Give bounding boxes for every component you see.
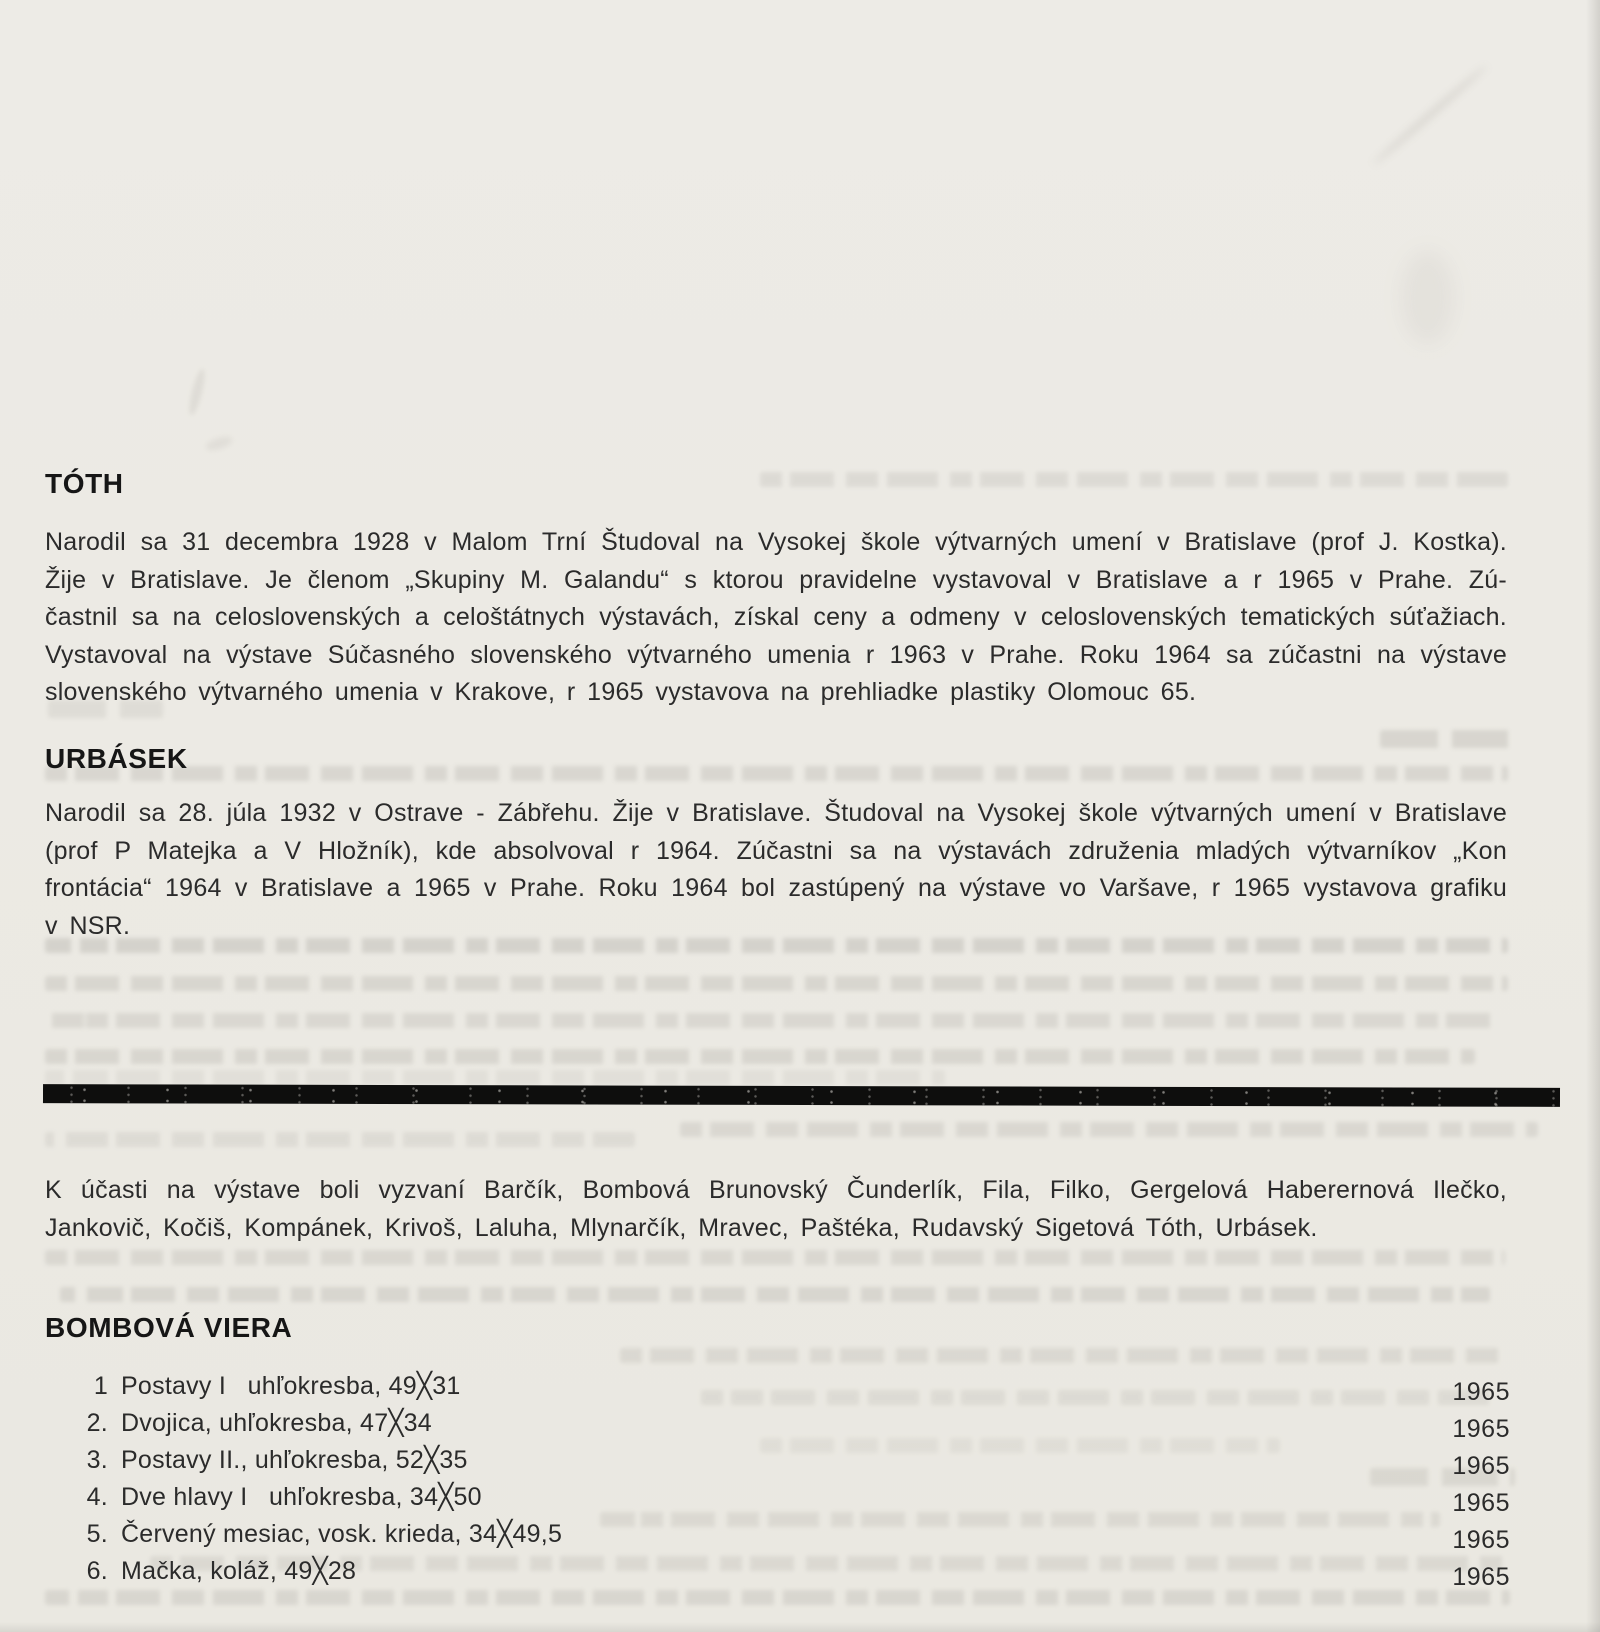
artwork-number: 4. [86, 1483, 108, 1511]
artwork-year: 1965 [1452, 1526, 1510, 1554]
scan-smudge [186, 368, 207, 417]
artwork-year: 1965 [1452, 1452, 1510, 1480]
bio-line: Žije v Bratislave. Je členom „Skupiny M. Galandu“ s ktorou pravidelne vystavoval v Bratislave a r 1965 v Prahe. Zú- [45, 565, 1507, 594]
bio-line: frontácia“ 1964 v Bratislave a 1965 v Prahe. Roku 1964 bol zastúpený na výstave vo Varšave, r 1965 vystavova grafiku [45, 874, 1507, 902]
artwork-year: 1965 [1452, 1489, 1510, 1517]
bio-line: Narodil sa 28. júla 1932 v Ostrave - Zábřehu. Žije v Bratislave. Študoval na Vysokej škole výtvarných umení v Bratislave [45, 799, 1507, 827]
artwork-title: Dvojica, uhľokresba, 47╳34 [121, 1409, 432, 1437]
bleed-through-line [680, 1122, 1538, 1137]
artist-heading-urbasek: URBÁSEK [45, 743, 188, 774]
invitation-line: K účasti na výstave boli vyzvaní Barčík, Bombová Brunovský Čunderlík, Fila, Filko, Gergelová Haberernová Ilečko, [45, 1176, 1507, 1204]
artwork-row [45, 1479, 1510, 1516]
artwork-number: 3. [86, 1446, 108, 1474]
artist-bio-urbasek [45, 795, 1507, 945]
artwork-number: 6. [86, 1557, 108, 1585]
bleed-through-word [1380, 730, 1518, 748]
bleed-through-line [45, 1132, 635, 1147]
bleed-through-line [620, 1348, 1500, 1363]
artist-bio-toth [45, 524, 1507, 712]
artwork-number: 1 [93, 1372, 108, 1400]
scan-smudge [1400, 250, 1455, 345]
artwork-number: 2. [86, 1409, 108, 1437]
artist-heading-toth: TÓTH [45, 468, 124, 499]
scan-edge-shade [1586, 0, 1600, 1632]
artwork-title: Červený mesiac, vosk. krieda, 34╳49,5 [121, 1520, 563, 1548]
bleed-through-line [60, 1287, 1490, 1302]
artwork-title: Postavy II., uhľokresba, 52╳35 [121, 1446, 468, 1474]
bleed-through-line [760, 472, 1508, 487]
bio-line: slovenského výtvarného umenia v Krakove, r 1965 vystavova na prehliadke plastiky Olomouc 65. [45, 678, 1197, 706]
artwork-row [45, 1368, 1510, 1405]
invitation-line: Jankovič, Kočiš, Kompánek, Krivoš, Laluha, Mlynarčík, Mravec, Paštéka, Rudavský Sigetová Tóth, Urbásek. [45, 1213, 1318, 1242]
artwork-number: 5. [86, 1520, 108, 1548]
artwork-title: Mačka, koláž, 49╳28 [121, 1557, 357, 1585]
bio-line: v NSR. [45, 911, 131, 940]
bio-line: Vystavoval na výstave Súčasného slovenského výtvarného umenia r 1963 v Prahe. Roku 1964 sa zúčastni na výstave [45, 640, 1507, 669]
artwork-row [45, 1405, 1510, 1442]
artwork-year: 1965 [1452, 1415, 1510, 1443]
artwork-row [45, 1516, 1510, 1553]
invitation-paragraph [45, 1172, 1507, 1247]
bleed-through-line [45, 1013, 1495, 1028]
bleed-through-line [45, 1250, 1505, 1265]
bleed-through-line [45, 976, 1508, 991]
bleed-through-line [45, 1049, 1475, 1064]
bleed-through-line [45, 766, 1508, 781]
artwork-list [45, 1368, 1510, 1590]
bleed-through-line [45, 1590, 1510, 1605]
artwork-title: Dve hlavy I uhľokresba, 34╳50 [121, 1483, 482, 1511]
divider-bar [43, 1084, 1560, 1107]
scan-smudge [1371, 64, 1488, 167]
artwork-row [45, 1442, 1510, 1479]
artwork-row [45, 1553, 1510, 1590]
artwork-year: 1965 [1452, 1563, 1510, 1591]
artist-heading-bombova: BOMBOVÁ VIERA [45, 1312, 293, 1343]
artwork-year: 1965 [1452, 1378, 1510, 1406]
artwork-title: Postavy I uhľokresba, 49╳31 [121, 1372, 461, 1400]
bio-line: (prof P Matejka a V Hložník), kde absolvoval r 1964. Zúčastni sa na výstavách združenia mladých výtvarníkov „Kon [45, 836, 1507, 865]
bleed-through-line [45, 1070, 945, 1085]
bio-line: Narodil sa 31 decembra 1928 v Malom Trní Študoval na Vysokej škole výtvarných umení v Bratislave (prof J. Kostka). [45, 528, 1507, 556]
scan-edge-shade [0, 1622, 1600, 1632]
scan-smudge [204, 434, 234, 453]
bio-line: častnil sa na celoslovenských a celoštátnych výstavách, získal ceny a odmeny v celoslovenských tematických súťažiach. [45, 603, 1507, 631]
